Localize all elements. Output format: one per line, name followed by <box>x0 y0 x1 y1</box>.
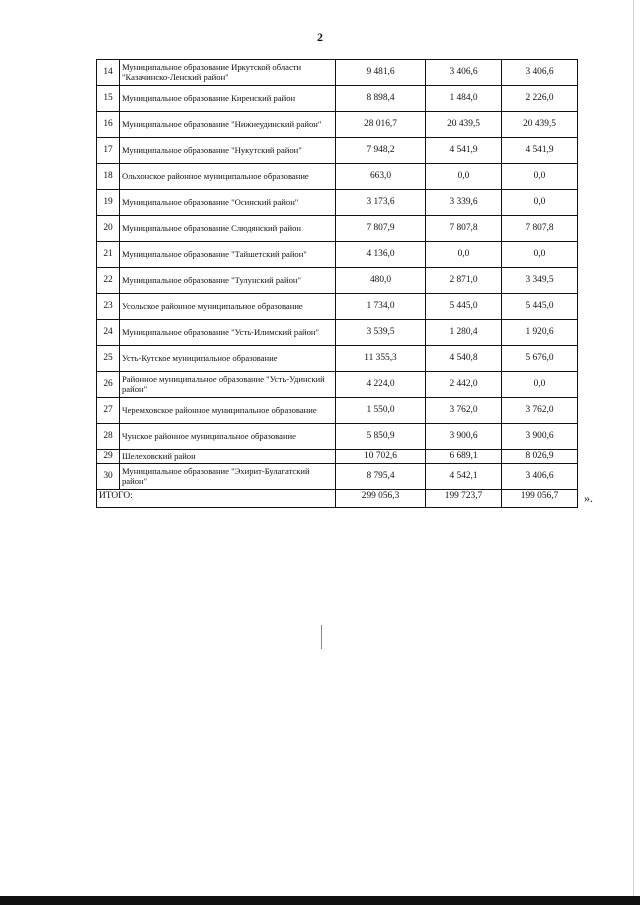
scan-bottom-border <box>0 896 640 905</box>
value-col-1: 11 355,3 <box>336 346 426 372</box>
municipality-name: Муниципальное образование "Нукутский район" <box>120 138 336 164</box>
value-col-3: 7 807,8 <box>502 216 578 242</box>
value-col-2: 2 871,0 <box>426 268 502 294</box>
value-col-3: 0,0 <box>502 190 578 216</box>
row-number: 30 <box>97 464 120 490</box>
value-col-2: 7 807,8 <box>426 216 502 242</box>
table-row <box>97 138 578 164</box>
row-number: 21 <box>97 242 120 268</box>
value-col-1: 3 539,5 <box>336 320 426 346</box>
table-row <box>97 268 578 294</box>
value-col-2: 3 762,0 <box>426 398 502 424</box>
value-col-3: 0,0 <box>502 372 578 398</box>
row-number: 28 <box>97 424 120 450</box>
municipality-name: Ольхонское районное муниципальное образование <box>120 164 336 190</box>
scan-edge <box>633 0 634 905</box>
value-col-1: 1 734,0 <box>336 294 426 320</box>
total-value-3: 199 056,7 <box>502 490 578 508</box>
municipality-name: Шелеховский район <box>120 450 336 464</box>
table-row <box>97 294 578 320</box>
value-col-1: 5 850,9 <box>336 424 426 450</box>
total-label: ИТОГО: <box>97 490 336 508</box>
table-body <box>97 60 578 508</box>
value-col-3: 4 541,9 <box>502 138 578 164</box>
value-col-1: 8 795,4 <box>336 464 426 490</box>
value-col-1: 7 948,2 <box>336 138 426 164</box>
municipality-name: Усольское районное муниципальное образование <box>120 294 336 320</box>
row-number: 18 <box>97 164 120 190</box>
value-col-2: 0,0 <box>426 242 502 268</box>
municipality-name: Муниципальное образование "Нижнеудинский район" <box>120 112 336 138</box>
municipality-name: Черемховское районное муниципальное образование <box>120 398 336 424</box>
value-col-1: 4 136,0 <box>336 242 426 268</box>
value-col-3: 3 900,6 <box>502 424 578 450</box>
table-row <box>97 464 578 490</box>
value-col-2: 20 439,5 <box>426 112 502 138</box>
value-col-3: 3 406,6 <box>502 464 578 490</box>
value-col-1: 28 016,7 <box>336 112 426 138</box>
value-col-1: 7 807,9 <box>336 216 426 242</box>
value-col-2: 1 280,4 <box>426 320 502 346</box>
row-number: 19 <box>97 190 120 216</box>
row-number: 24 <box>97 320 120 346</box>
value-col-2: 4 542,1 <box>426 464 502 490</box>
municipality-name: Муниципальное образование Киренский район <box>120 86 336 112</box>
value-col-3: 3 406,6 <box>502 60 578 86</box>
value-col-1: 4 224,0 <box>336 372 426 398</box>
value-col-2: 4 541,9 <box>426 138 502 164</box>
value-col-2: 5 445,0 <box>426 294 502 320</box>
page-number: 2 <box>317 30 323 44</box>
municipality-name: Муниципальное образование Слюдянский район <box>120 216 336 242</box>
value-col-3: 2 226,0 <box>502 86 578 112</box>
table-row <box>97 60 578 86</box>
value-col-1: 8 898,4 <box>336 86 426 112</box>
total-value-2: 199 723,7 <box>426 490 502 508</box>
value-col-3: 3 762,0 <box>502 398 578 424</box>
row-number: 26 <box>97 372 120 398</box>
value-col-3: 8 026,9 <box>502 450 578 464</box>
municipality-name: Муниципальное образование Иркутской области "Казачинско-Ленский район" <box>120 60 336 86</box>
table-row <box>97 424 578 450</box>
closing-quote: ». <box>584 491 593 505</box>
table-row <box>97 450 578 464</box>
value-col-1: 10 702,6 <box>336 450 426 464</box>
table-row <box>97 112 578 138</box>
table-row <box>97 398 578 424</box>
row-number: 22 <box>97 268 120 294</box>
total-value-1: 299 056,3 <box>336 490 426 508</box>
total-row <box>97 490 578 508</box>
table-row <box>97 320 578 346</box>
row-number: 27 <box>97 398 120 424</box>
scan-mark <box>321 625 322 649</box>
value-col-2: 3 406,6 <box>426 60 502 86</box>
table-row <box>97 216 578 242</box>
row-number: 25 <box>97 346 120 372</box>
municipality-name: Усть-Кутское муниципальное образование <box>120 346 336 372</box>
value-col-1: 9 481,6 <box>336 60 426 86</box>
municipality-name: Муниципальное образование "Тайшетский район" <box>120 242 336 268</box>
municipality-name: Чунское районное муниципальное образование <box>120 424 336 450</box>
row-number: 16 <box>97 112 120 138</box>
value-col-3: 3 349,5 <box>502 268 578 294</box>
table-row <box>97 190 578 216</box>
municipality-name: Муниципальное образование "Эхирит-Булагатский район" <box>120 464 336 490</box>
municipality-name: Муниципальное образование "Осинский район" <box>120 190 336 216</box>
row-number: 23 <box>97 294 120 320</box>
value-col-2: 3 339,6 <box>426 190 502 216</box>
table-row <box>97 372 578 398</box>
value-col-1: 3 173,6 <box>336 190 426 216</box>
value-col-3: 1 920,6 <box>502 320 578 346</box>
row-number: 14 <box>97 60 120 86</box>
row-number: 17 <box>97 138 120 164</box>
municipality-name: Муниципальное образование "Тулунский район" <box>120 268 336 294</box>
value-col-3: 5 445,0 <box>502 294 578 320</box>
value-col-2: 3 900,6 <box>426 424 502 450</box>
value-col-1: 1 550,0 <box>336 398 426 424</box>
value-col-2: 6 689,1 <box>426 450 502 464</box>
municipality-name: Районное муниципальное образование "Усть-Удинский район" <box>120 372 336 398</box>
table-row <box>97 242 578 268</box>
value-col-2: 2 442,0 <box>426 372 502 398</box>
municipality-name: Муниципальное образование "Усть-Илимский район" <box>120 320 336 346</box>
value-col-2: 4 540,8 <box>426 346 502 372</box>
row-number: 20 <box>97 216 120 242</box>
value-col-2: 0,0 <box>426 164 502 190</box>
value-col-1: 663,0 <box>336 164 426 190</box>
row-number: 15 <box>97 86 120 112</box>
value-col-3: 5 676,0 <box>502 346 578 372</box>
value-col-3: 0,0 <box>502 242 578 268</box>
value-col-2: 1 484,0 <box>426 86 502 112</box>
value-col-3: 20 439,5 <box>502 112 578 138</box>
table-row <box>97 86 578 112</box>
value-col-3: 0,0 <box>502 164 578 190</box>
subsidy-table <box>96 59 578 508</box>
table-row <box>97 164 578 190</box>
row-number: 29 <box>97 450 120 464</box>
value-col-1: 480,0 <box>336 268 426 294</box>
table-row <box>97 346 578 372</box>
